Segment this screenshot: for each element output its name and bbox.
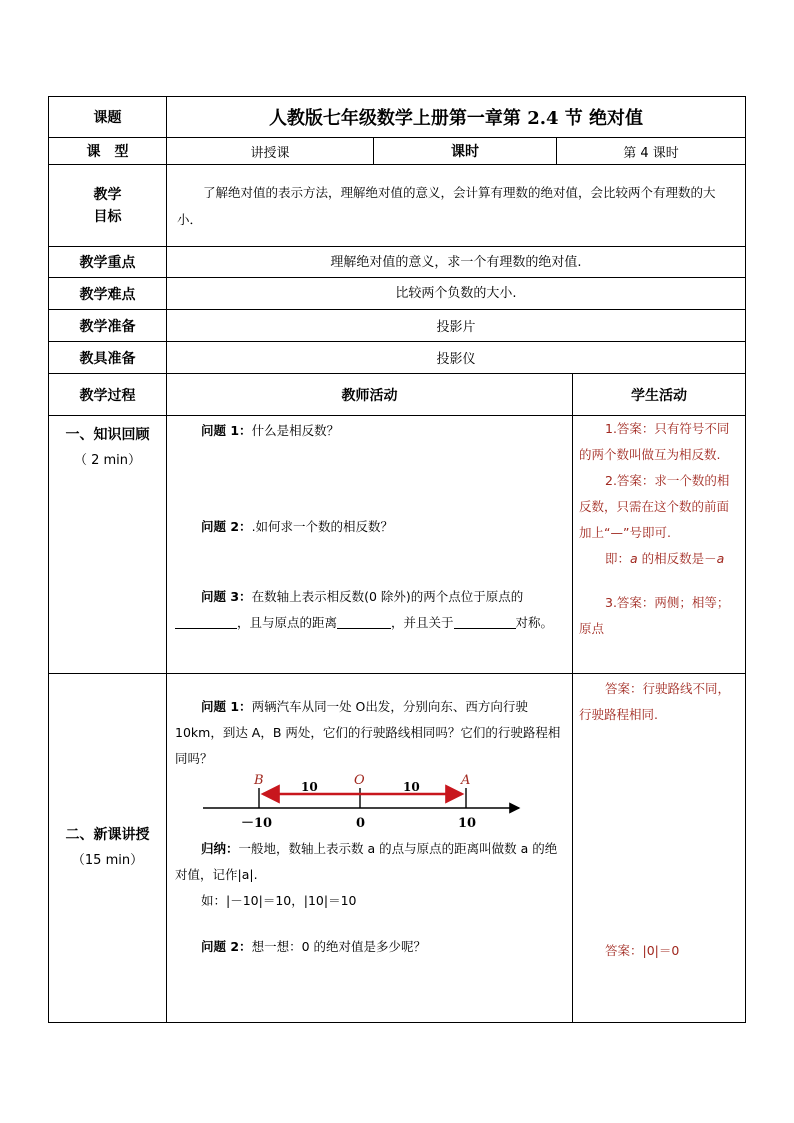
stage1-title-cell <box>49 416 167 674</box>
stage1-q3-text-c: ，并且关于 <box>391 615 454 630</box>
label-O: O <box>354 774 365 788</box>
lesson-plan-table <box>48 96 746 1023</box>
type-value: 讲授课 <box>167 138 374 165</box>
prep-row <box>49 310 746 342</box>
stage2-title-cell <box>49 674 167 1023</box>
stage1-answer1: 1.答案：只有符号不同的两个数叫做互为相反数. <box>579 421 730 462</box>
dist-left-label: 10 <box>301 780 318 794</box>
stage1-teacher-cell <box>167 416 573 674</box>
stage1-q3-blank1 <box>175 614 237 629</box>
stage2-row <box>49 674 746 1023</box>
stage1-q1-label: 问题 1： <box>201 423 252 438</box>
stage1-row <box>49 416 746 674</box>
stage1-q3-text-a: 在数轴上表示相反数(0 除外)的两个点位于原点的 <box>251 589 524 604</box>
difficulty-row <box>49 278 746 310</box>
stage2-summary <box>175 836 566 888</box>
stage2-title: 二、新课讲授 <box>65 827 150 843</box>
tools-row <box>49 342 746 374</box>
stage1-title: 一、知识回顾 <box>65 427 150 443</box>
stage1-q1 <box>175 418 566 444</box>
stage2-time: （15 min） <box>71 853 144 868</box>
prep-label: 教学准备 <box>49 310 167 342</box>
stage2-summary-text: 一般地，数轴上表示数 a 的点与原点的距离叫做数 a 的绝对值，记作|a|. <box>175 841 558 882</box>
stage1-answer2-note-var2: a <box>716 551 725 566</box>
tick-label-neg10: －10 <box>241 816 273 831</box>
student-activity-label: 学生活动 <box>573 374 746 416</box>
tools-label: 教具准备 <box>49 342 167 374</box>
key-point-text: 理解绝对值的意义，求一个有理数的绝对值. <box>167 247 746 278</box>
stage2-q1-label: 问题 1： <box>201 699 252 714</box>
goal-label-line1: 教学 <box>93 186 122 203</box>
goal-text: 了解绝对值的表示方法，理解绝对值的意义，会计算有理数的绝对值，会比较两个有理数的大小． <box>177 184 716 227</box>
stage1-q3-text-d: 对称。 <box>515 615 554 630</box>
stage2-q2-label: 问题 2： <box>201 939 252 954</box>
tools-text: 投影仪 <box>167 342 746 374</box>
type-label: 课 型 <box>49 138 167 165</box>
subject-value: 人教版七年级数学上册第一章第 2.4 节 绝对值 <box>167 97 746 138</box>
hours-label: 课时 <box>374 138 557 165</box>
key-point-row <box>49 247 746 278</box>
stage1-q3-label: 问题 3： <box>201 589 252 604</box>
stage1-q3-text-b: ，且与原点的距离 <box>237 615 338 630</box>
stage2-q1 <box>175 694 566 772</box>
stage1-q3-blank2 <box>337 614 391 629</box>
number-line-diagram <box>201 774 531 836</box>
stage2-example: 如：|－10|＝10，|10|＝10 <box>201 893 357 908</box>
stage2-q2 <box>175 934 566 960</box>
stage1-student-cell <box>573 416 746 674</box>
stage1-q3-blank3 <box>454 614 516 629</box>
stage1-answer2-note-mid: 的相反数是－ <box>637 551 717 566</box>
tick-label-0: 0 <box>356 816 366 831</box>
teacher-activity-label: 教师活动 <box>167 374 573 416</box>
stage2-q1-text: 两辆汽车从同一处 O出发，分别向东、西方向行驶 10km，到达 A，B 两处，它们的行驶路线相同吗？它们的行驶路程相同吗？ <box>175 699 561 766</box>
goal-row <box>49 165 746 247</box>
stage1-time: （ 2 min） <box>73 453 142 468</box>
type-row <box>49 138 746 165</box>
stage1-q3 <box>175 584 566 636</box>
stage1-answer3: 3.答案：两侧；相等；原点 <box>579 595 730 636</box>
subject-label: 课题 <box>49 97 167 138</box>
difficulty-label: 教学难点 <box>49 278 167 310</box>
stage2-q2-text: 想一想：0 的绝对值是多少呢？ <box>251 939 426 954</box>
label-A: A <box>461 774 471 788</box>
hours-value: 第 4 课时 <box>557 138 746 165</box>
stage1-answer2-note-var: a <box>630 551 638 566</box>
stage2-answer2: 答案：|0|＝0 <box>605 943 680 958</box>
tick-label-10: 10 <box>458 816 477 831</box>
stage1-answer2-note-prefix: 即： <box>605 551 631 566</box>
subject-row <box>49 97 746 138</box>
label-B: B <box>254 774 264 788</box>
process-header-row <box>49 374 746 416</box>
stage1-answer2-note <box>579 546 741 572</box>
stage1-q2-label: 问题 2： <box>201 519 252 534</box>
process-label: 教学过程 <box>49 374 167 416</box>
prep-text: 投影片 <box>167 310 746 342</box>
goal-text-cell <box>167 165 746 247</box>
difficulty-text: 比较两个负数的大小. <box>167 278 746 310</box>
goal-label-line2: 目标 <box>93 208 122 225</box>
stage2-summary-label: 归纳： <box>201 841 239 856</box>
stage1-q2-text: .如何求一个数的相反数？ <box>251 519 394 534</box>
dist-right-label: 10 <box>403 780 420 794</box>
stage1-q2 <box>175 514 566 540</box>
stage2-teacher-cell <box>167 674 573 1023</box>
stage2-student-cell <box>573 674 746 1023</box>
stage1-q1-text: 什么是相反数？ <box>251 423 340 438</box>
stage2-answer1: 答案：行驶路线不同，行驶路程相同. <box>579 681 731 722</box>
key-point-label: 教学重点 <box>49 247 167 278</box>
stage1-answer2: 2.答案：求一个数的相反数，只需在这个数的前面加上“—”号即可. <box>579 473 730 540</box>
goal-label <box>49 165 167 247</box>
